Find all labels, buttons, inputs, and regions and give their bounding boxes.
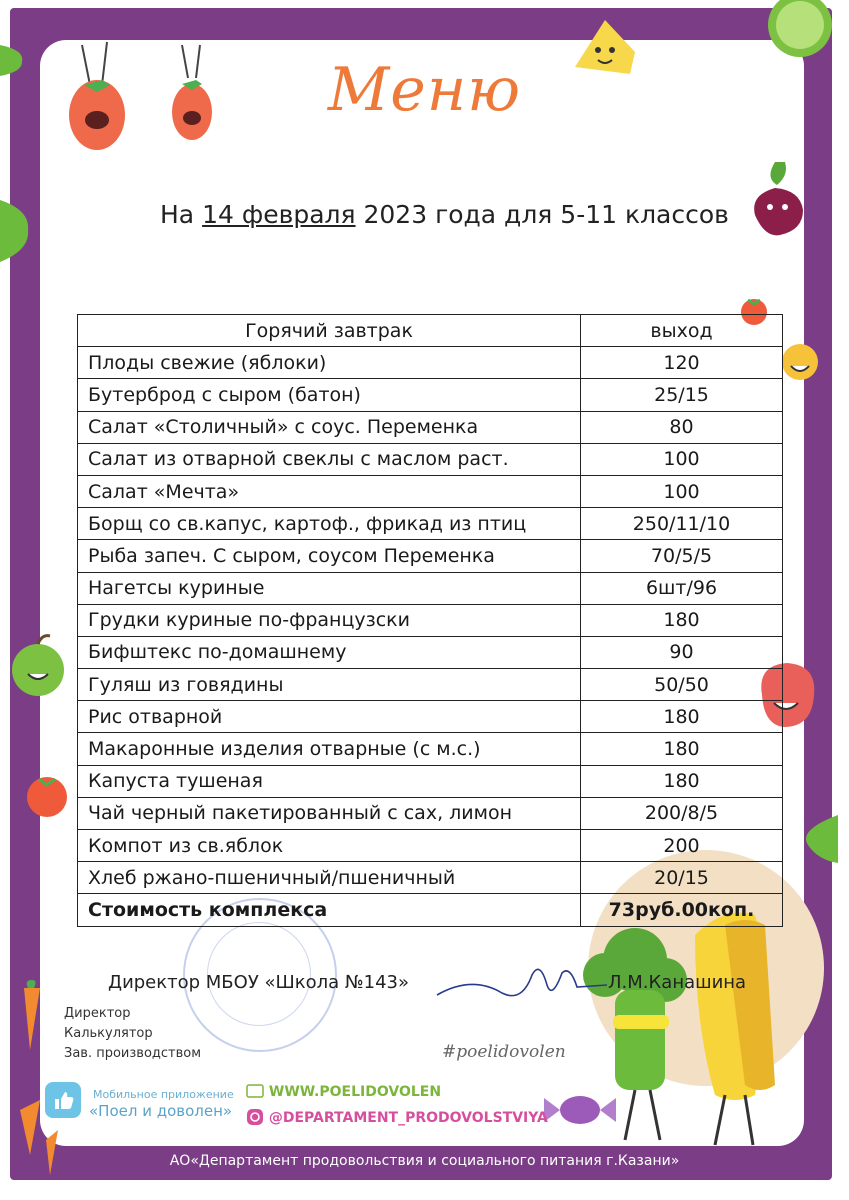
table-row bbox=[78, 862, 783, 894]
dish-output: 70/5/5 bbox=[581, 540, 783, 572]
dish-name: Плоды свежие (яблоки) bbox=[78, 347, 581, 379]
dish-output: 90 bbox=[581, 636, 783, 668]
dish-name: Компот из св.яблок bbox=[78, 830, 581, 862]
tomato-small-left-icon bbox=[22, 765, 72, 820]
beet-character-icon bbox=[745, 160, 815, 240]
table-row bbox=[78, 701, 783, 733]
candy-icon bbox=[540, 1090, 620, 1130]
dish-output: 180 bbox=[581, 701, 783, 733]
dish-name: Макаронные изделия отварные (с м.с.) bbox=[78, 733, 581, 765]
instagram-row bbox=[246, 1108, 548, 1126]
director-position: Директор МБОУ «Школа №143» bbox=[108, 972, 410, 993]
dish-name: Салат из отварной свеклы с маслом раст. bbox=[78, 443, 581, 475]
dish-output: 80 bbox=[581, 411, 783, 443]
page-title: Меню bbox=[327, 55, 522, 125]
table-row bbox=[78, 540, 783, 572]
footer-organization: АО«Департамент продовольствия и социального питания г.Казани» bbox=[169, 1153, 680, 1169]
dish-name: Борщ со св.капус, картоф., фрикад из птиц bbox=[78, 508, 581, 540]
dish-name: Чай черный пакетированный с сах, лимон bbox=[78, 797, 581, 829]
dish-name: Нагетсы куриные bbox=[78, 572, 581, 604]
staff-calculator: Калькулятор bbox=[64, 1026, 153, 1041]
apple-character-icon bbox=[8, 630, 68, 700]
table-row bbox=[78, 765, 783, 797]
instagram-link[interactable]: @DEPARTAMENT_PRODOVOLSTVIYA bbox=[268, 1110, 548, 1126]
dish-output: 200/8/5 bbox=[581, 797, 783, 829]
website-row bbox=[246, 1084, 441, 1100]
subtitle-prefix: На bbox=[160, 200, 203, 229]
header-dish: Горячий завтрак bbox=[78, 315, 581, 347]
subtitle-date: 14 февраля bbox=[202, 200, 356, 229]
table-row bbox=[78, 475, 783, 507]
table-row bbox=[78, 733, 783, 765]
dish-output: 100 bbox=[581, 475, 783, 507]
dish-output: 250/11/10 bbox=[581, 508, 783, 540]
carrot-character-icon bbox=[10, 980, 60, 1180]
app-thumbs-up-icon bbox=[45, 1082, 81, 1118]
app-caption: Мобильное приложение bbox=[93, 1088, 234, 1101]
dish-name: Бутерброд с сыром (батон) bbox=[78, 379, 581, 411]
www-icon bbox=[246, 1084, 264, 1098]
website-link[interactable]: WWW.POELIDOVOLEN bbox=[268, 1084, 442, 1100]
dish-name: Салат «Мечта» bbox=[78, 475, 581, 507]
dish-output: 6шт/96 bbox=[581, 572, 783, 604]
table-row bbox=[78, 636, 783, 668]
table-header-row bbox=[78, 315, 783, 347]
dish-output: 25/15 bbox=[581, 379, 783, 411]
dish-output: 20/15 bbox=[581, 862, 783, 894]
dish-name: Бифштекс по-домашнему bbox=[78, 636, 581, 668]
total-price: 73руб.00коп. bbox=[581, 894, 783, 926]
handwritten-signature bbox=[432, 955, 612, 1005]
hashtag: #poelidovolen bbox=[442, 1042, 566, 1062]
director-name: Л.М.Канашина bbox=[608, 972, 747, 993]
cucumber-slice-icon bbox=[740, 0, 840, 60]
dish-output: 180 bbox=[581, 765, 783, 797]
table-row bbox=[78, 443, 783, 475]
table-row bbox=[78, 797, 783, 829]
dish-output: 180 bbox=[581, 604, 783, 636]
table-row bbox=[78, 669, 783, 701]
subtitle-suffix: 2023 года для 5-11 классов bbox=[355, 200, 729, 229]
table-row bbox=[78, 508, 783, 540]
total-row bbox=[78, 894, 783, 926]
dish-name: Хлеб ржано-пшеничный/пшеничный bbox=[78, 862, 581, 894]
table-row bbox=[78, 830, 783, 862]
dish-output: 120 bbox=[581, 347, 783, 379]
header-output: выход bbox=[581, 315, 783, 347]
total-label: Стоимость комплекса bbox=[78, 894, 581, 926]
dish-name: Рыба запеч. С сыром, соусом Переменка bbox=[78, 540, 581, 572]
dish-output: 100 bbox=[581, 443, 783, 475]
dish-name: Грудки куриные по-французски bbox=[78, 604, 581, 636]
dish-output: 50/50 bbox=[581, 669, 783, 701]
staff-director: Директор bbox=[64, 1006, 131, 1021]
menu-table bbox=[77, 314, 783, 927]
dish-output: 200 bbox=[581, 830, 783, 862]
table-row bbox=[78, 411, 783, 443]
staff-production-head: Зав. производством bbox=[64, 1046, 202, 1061]
table-row bbox=[78, 379, 783, 411]
app-name: «Поел и доволен» bbox=[89, 1102, 233, 1120]
table-row bbox=[78, 572, 783, 604]
dish-name: Рис отварной bbox=[78, 701, 581, 733]
yellow-smiley-icon bbox=[782, 340, 822, 388]
menu-subtitle bbox=[160, 200, 729, 229]
dish-output: 180 bbox=[581, 733, 783, 765]
instagram-icon bbox=[246, 1108, 264, 1126]
table-row bbox=[78, 604, 783, 636]
dish-name: Салат «Столичный» с соус. Переменка bbox=[78, 411, 581, 443]
lettuce-leaf-icon bbox=[0, 190, 40, 270]
table-row bbox=[78, 347, 783, 379]
dish-name: Гуляш из говядины bbox=[78, 669, 581, 701]
dish-name: Капуста тушеная bbox=[78, 765, 581, 797]
